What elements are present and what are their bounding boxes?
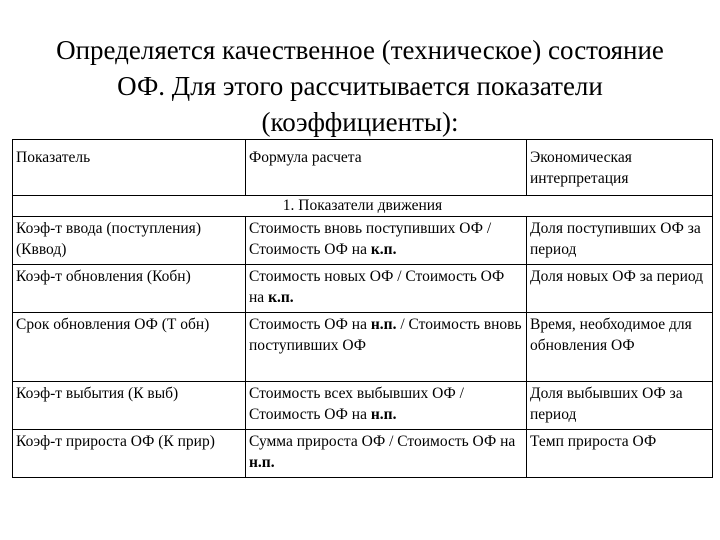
formula-text: Стоимость всех выбывших ОФ / Стоимость ОФ на	[249, 385, 464, 423]
table-row	[13, 382, 713, 430]
table-row	[13, 313, 713, 382]
row-indicator: Коэф-т прироста ОФ (К прир)	[13, 430, 246, 478]
row-interpretation: Доля выбывших ОФ за период	[527, 382, 713, 430]
row-interpretation: Доля поступивших ОФ за период	[527, 217, 713, 265]
indicators-table	[12, 139, 713, 478]
row-indicator: Коэф-т обновления (Кобн)	[13, 265, 246, 313]
row-indicator: Срок обновления ОФ (Т обн)	[13, 313, 246, 382]
formula-period: н.п.	[370, 406, 397, 423]
row-indicator: Коэф-т выбытия (К выб)	[13, 382, 246, 430]
table-row	[13, 430, 713, 478]
row-formula	[246, 382, 527, 430]
formula-period: к.п.	[268, 289, 294, 306]
section-title: 1. Показатели движения	[13, 196, 713, 217]
slide-title	[30, 32, 690, 140]
row-interpretation: Доля новых ОФ за период	[527, 265, 713, 313]
table-header-row	[13, 140, 713, 196]
header-interpretation: Экономическая интерпретация	[527, 140, 713, 196]
row-formula	[246, 217, 527, 265]
row-formula	[246, 265, 527, 313]
row-interpretation: Время, необходимое для обновления ОФ	[527, 313, 713, 382]
row-interpretation: Темп прироста ОФ	[527, 430, 713, 478]
title-line-1: Определяется качественное (техническое) состояние	[56, 35, 664, 65]
row-indicator: Коэф-т ввода (поступления) (Кввод)	[13, 217, 246, 265]
formula-text: Стоимость вновь поступивших ОФ / Стоимость ОФ на	[249, 220, 492, 258]
table-row	[13, 217, 713, 265]
formula-period: н.п.	[370, 316, 397, 333]
title-line-2: ОФ. Для этого рассчитывается показатели	[117, 71, 603, 101]
formula-text: Стоимость ОФ на	[249, 316, 371, 333]
header-indicator: Показатель	[13, 140, 246, 196]
table-row	[13, 265, 713, 313]
row-formula	[246, 313, 527, 382]
formula-tail: / Стоимость вновь поступивших ОФ	[249, 316, 522, 354]
row-formula	[246, 430, 527, 478]
header-formula: Формула расчета	[246, 140, 527, 196]
title-line-3: (коэффициенты):	[261, 107, 459, 137]
formula-period: к.п.	[370, 241, 397, 258]
formula-period: н.п.	[249, 454, 275, 471]
formula-text: Сумма прироста ОФ / Стоимость ОФ на	[249, 433, 516, 450]
formula-text: Стоимость новых ОФ / Стоимость ОФ на	[249, 268, 505, 306]
section-row	[13, 196, 713, 217]
